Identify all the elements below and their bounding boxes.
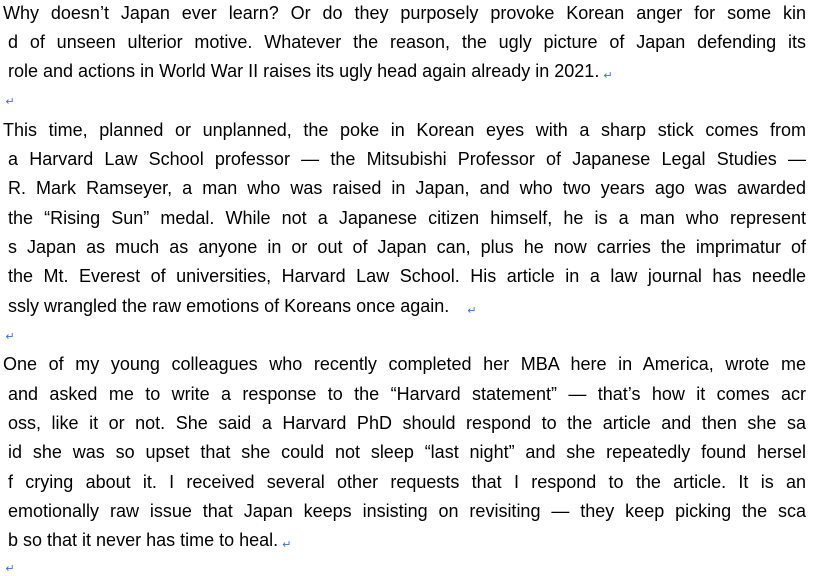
text-line: id she was so upset that she could not sleep “last night” and she repeatedly found hersel <box>8 442 806 462</box>
text-line: f crying about it. I received several other requests that I respond to the article. It is an <box>8 472 806 492</box>
text-line: b so that it never has time to heal. <box>8 530 279 550</box>
text-line: R. Mark Ramseyer, a man who was raised in Japan, and who two years ago was awarded <box>8 178 806 198</box>
text-line: oss, like it or not. She said a Harvard PhD should respond to the article and then she sa <box>8 413 806 433</box>
paragraph-mark-icon: ↵ <box>467 305 477 317</box>
text-line: role and actions in World War II raises its ugly head again already in 2021. <box>8 61 600 81</box>
paragraph-mark-icon: ↵ <box>5 563 15 575</box>
text-line: d of unseen ulterior motive. Whatever the reason, the ugly picture of Japan defending its <box>8 32 806 52</box>
text-line-wrap <box>8 58 613 84</box>
paragraph-mark-icon: ↵ <box>5 331 15 343</box>
text-line: One of my young colleagues who recently completed her MBA here in America, wrote me <box>3 354 806 374</box>
paragraph-mark-icon: ↵ <box>5 96 15 108</box>
text-line: a Harvard Law School professor — the Mitsubishi Professor of Japanese Legal Studies — <box>8 149 806 169</box>
text-line: and asked me to write a response to the “Harvard statement” — that’s how it comes acr <box>8 384 806 404</box>
text-line-wrap <box>8 527 291 553</box>
text-line: emotionally raw issue that Japan keeps insisting on revisiting — they keep picking the sca <box>8 501 806 521</box>
text-line-wrap <box>8 293 476 319</box>
text-line: ssly wrangled the raw emotions of Koreans once again. <box>8 296 450 316</box>
text-line: This time, planned or unplanned, the poke in Korean eyes with a sharp stick comes from <box>3 120 806 140</box>
text-line: the Mt. Everest of universities, Harvard Law School. His article in a law journal has needle <box>8 266 806 286</box>
text-line: s Japan as much as anyone in or out of Japan can, plus he now carries the imprimatur of <box>8 237 806 257</box>
paragraph-mark-icon: ↵ <box>603 70 613 82</box>
text-line: Why doesn’t Japan ever learn? Or do they purposely provoke Korean anger for some kin <box>3 3 806 23</box>
paragraph-mark-icon: ↵ <box>282 539 292 551</box>
text-line: the “Rising Sun” medal. While not a Japanese citizen himself, he is a man who represent <box>8 208 806 228</box>
